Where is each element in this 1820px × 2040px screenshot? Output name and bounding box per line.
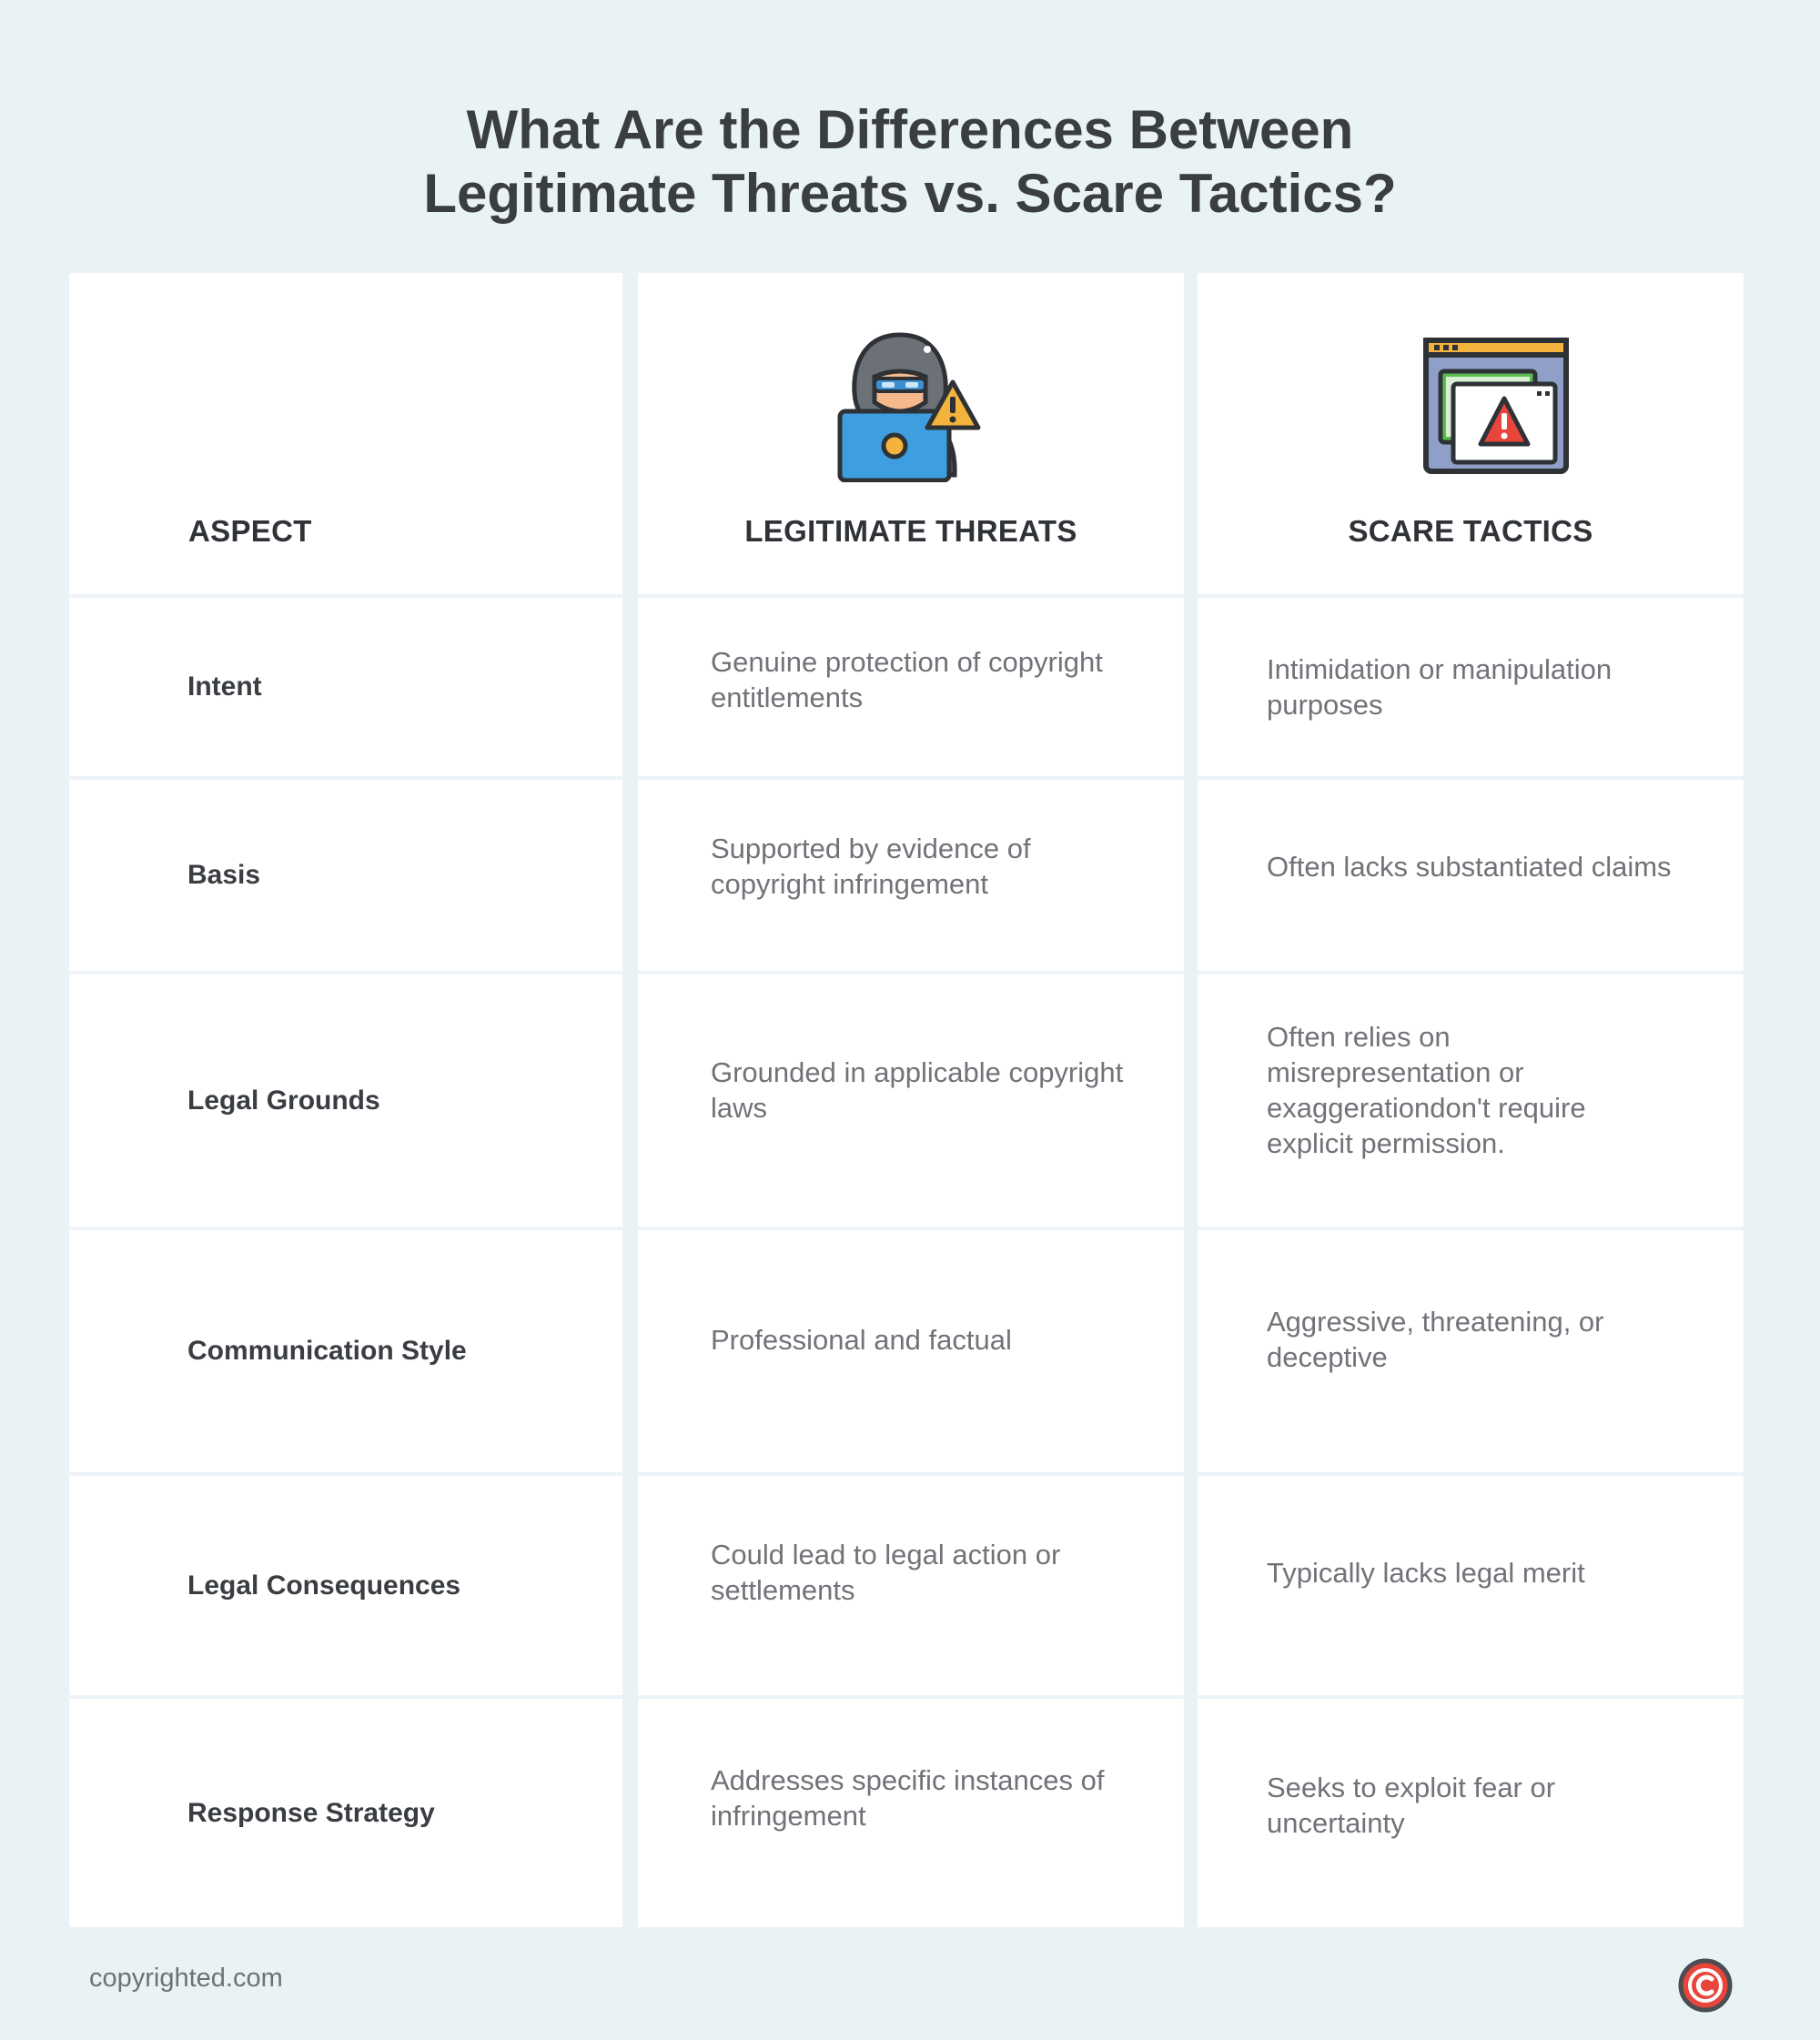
aspect-label: Legal Consequences xyxy=(187,1570,461,1601)
browser-window-warning-icon xyxy=(1422,337,1570,480)
table-row-aspect xyxy=(187,598,606,776)
legitimate-text: Genuine protection of copyright entitlements xyxy=(711,646,1103,713)
scare-text: Aggressive, threatening, or deceptive xyxy=(1267,1306,1604,1373)
table-row-scare xyxy=(1267,1699,1667,1912)
legitimate-text: Could lead to legal action or settlements xyxy=(711,1539,1061,1606)
scare-text: Intimidation or manipulation purposes xyxy=(1267,653,1613,721)
column-gap xyxy=(1184,273,1198,1927)
table-row-scare xyxy=(1267,1476,1704,1669)
table-row-legitimate xyxy=(711,1699,1148,1896)
table-row-legitimate xyxy=(711,598,1148,762)
aspect-label: Legal Grounds xyxy=(187,1085,380,1116)
hooded-hacker-laptop-warning-icon xyxy=(827,329,982,487)
table-row-scare xyxy=(1267,598,1722,776)
table-row-aspect xyxy=(187,1230,606,1472)
legitimate-text: Addresses specific instances of infringement xyxy=(711,1763,1105,1832)
table-row-aspect xyxy=(187,780,606,971)
table-row-scare xyxy=(1267,780,1685,953)
comparison-table xyxy=(69,273,1744,1927)
header-legitimate-threats: LEGITIMATE THREATS xyxy=(744,514,1077,548)
copyright-c-logo-icon xyxy=(1677,1957,1734,2018)
table-row-aspect xyxy=(187,975,606,1227)
scare-text: Typically lacks legal merit xyxy=(1267,1556,1585,1589)
table-row-scare xyxy=(1267,975,1649,1205)
page-title-line-2: Legitimate Threats vs. Scare Tactics? xyxy=(423,163,1397,224)
column-gap xyxy=(622,273,638,1927)
table-row-legitimate xyxy=(711,1476,1148,1669)
page-title-line-1: What Are the Differences Between xyxy=(466,99,1354,160)
aspect-label: Intent xyxy=(187,672,262,702)
table-row-aspect xyxy=(187,1699,606,1927)
legitimate-text: Professional and factual xyxy=(711,1323,1012,1356)
legitimate-text: Grounded in applicable copyright laws xyxy=(711,1055,1124,1124)
header-aspect: ASPECT xyxy=(188,514,312,548)
site-credit: copyrighted.com xyxy=(89,1964,283,1993)
table-row-legitimate xyxy=(711,1230,1148,1449)
table-row-legitimate xyxy=(711,780,1148,953)
scare-text: Seeks to exploit fear or uncertainty xyxy=(1267,1772,1556,1839)
header-scare-tactics: SCARE TACTICS xyxy=(1348,514,1593,548)
aspect-label: Response Strategy xyxy=(187,1797,435,1828)
page-title xyxy=(0,98,1820,226)
table-row-legitimate xyxy=(711,975,1148,1205)
scare-text: Often relies on misrepresentation or exaggerationdon't require explicit permission. xyxy=(1267,1020,1586,1159)
legitimate-text: Supported by evidence of copyright infringement xyxy=(711,833,1031,900)
aspect-label: Communication Style xyxy=(187,1336,467,1366)
table-row-scare xyxy=(1267,1230,1685,1449)
table-row-aspect xyxy=(187,1476,606,1695)
scare-text: Often lacks substantiated claims xyxy=(1267,850,1672,883)
aspect-label: Basis xyxy=(187,860,261,890)
